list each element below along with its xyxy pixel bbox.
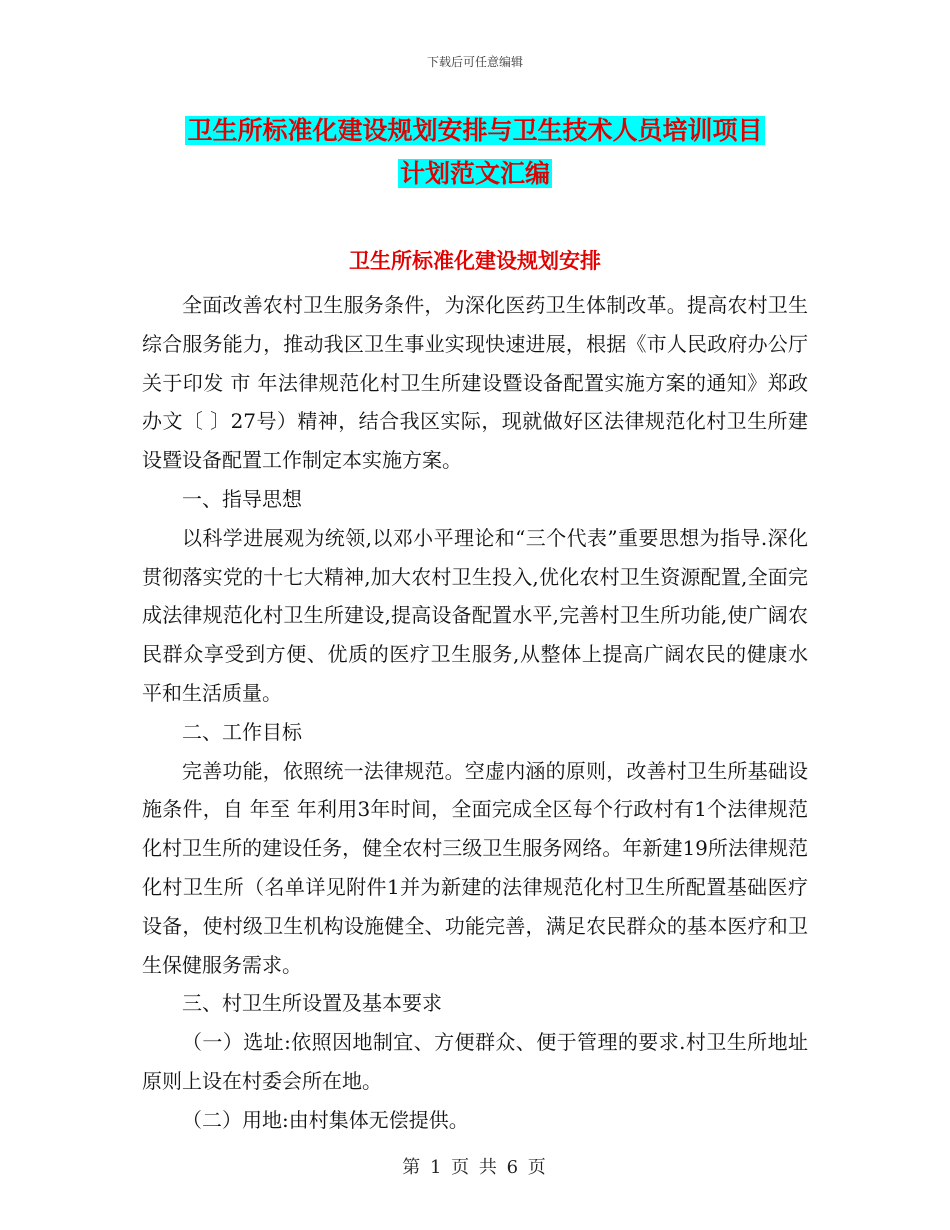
heading-guiding-thought: 一、指导思想 bbox=[182, 486, 302, 511]
page-footer: 第 1 页 共 6 页 bbox=[402, 1157, 548, 1178]
document-body bbox=[142, 286, 808, 1140]
title-highlight-1: 卫生所标准化建设规划安排与卫生技术人员培训项目 bbox=[187, 116, 763, 145]
paragraph-work-goals: 完善功能，依照统一法律规范。空虚内涵的原则，改善村卫生所基础设施条件，自 年至 年利用3年时间，全面完成全区每个行政村有1个法律规范化村卫生所的建设任务，健全农村三级卫生服务网络。年新建19所法律规范化村卫生所（名单详见附件1并为新建的法律规范化村卫生所配置基础医疗设备，使村级卫生机构设施健全、功能完善，满足农民群众的基本医疗和卫生保健服务需求。 bbox=[142, 758, 808, 977]
paragraph-land-use: （二）用地:由村集体无偿提供。 bbox=[182, 1107, 469, 1132]
paragraph-intro: 全面改善农村卫生服务条件，为深化医药卫生体制改革。提高农村卫生综合服务能力，推动我区卫生事业实现快速进展，根据《市人民政府办公厅关于印发 市 年法律规范化村卫生所建设暨设备配置实施方案的通知》郑政办文〔 〕27号）精神，结合我区实际，现就做好区法律规范化村卫生所建设暨设备配置工作制定本实施方案。 bbox=[142, 293, 808, 473]
header-note: 下载后可任意编辑 bbox=[426, 55, 523, 69]
heading-setup-requirements: 三、村卫生所设置及基本要求 bbox=[182, 991, 442, 1016]
document-title-line-1 bbox=[140, 110, 810, 152]
document-title-line-2 bbox=[140, 153, 810, 195]
heading-work-goals: 二、工作目标 bbox=[182, 719, 302, 744]
paragraph-guiding-thought: 以科学进展观为统领,以邓小平理论和“三个代表”重要思想为指导.深化贯彻落实党的十七大精神,加大农村卫生投入,优化农村卫生资源配置,全面完成法律规范化村卫生所建设,提高设备配置水平,完善村卫生所功能,使广阔农民群众享受到方便、优质的医疗卫生服务,从整体上提高广阔农民的健康水平和生活质量。 bbox=[142, 525, 808, 705]
paragraph-site-selection: （一）选址:依照因地制宜、方便群众、便于管理的要求.村卫生所地址原则上设在村委会所在地。 bbox=[142, 1030, 808, 1093]
section-title: 卫生所标准化建设规划安排 bbox=[349, 249, 601, 273]
title-highlight-2: 计划范文汇编 bbox=[399, 159, 550, 188]
